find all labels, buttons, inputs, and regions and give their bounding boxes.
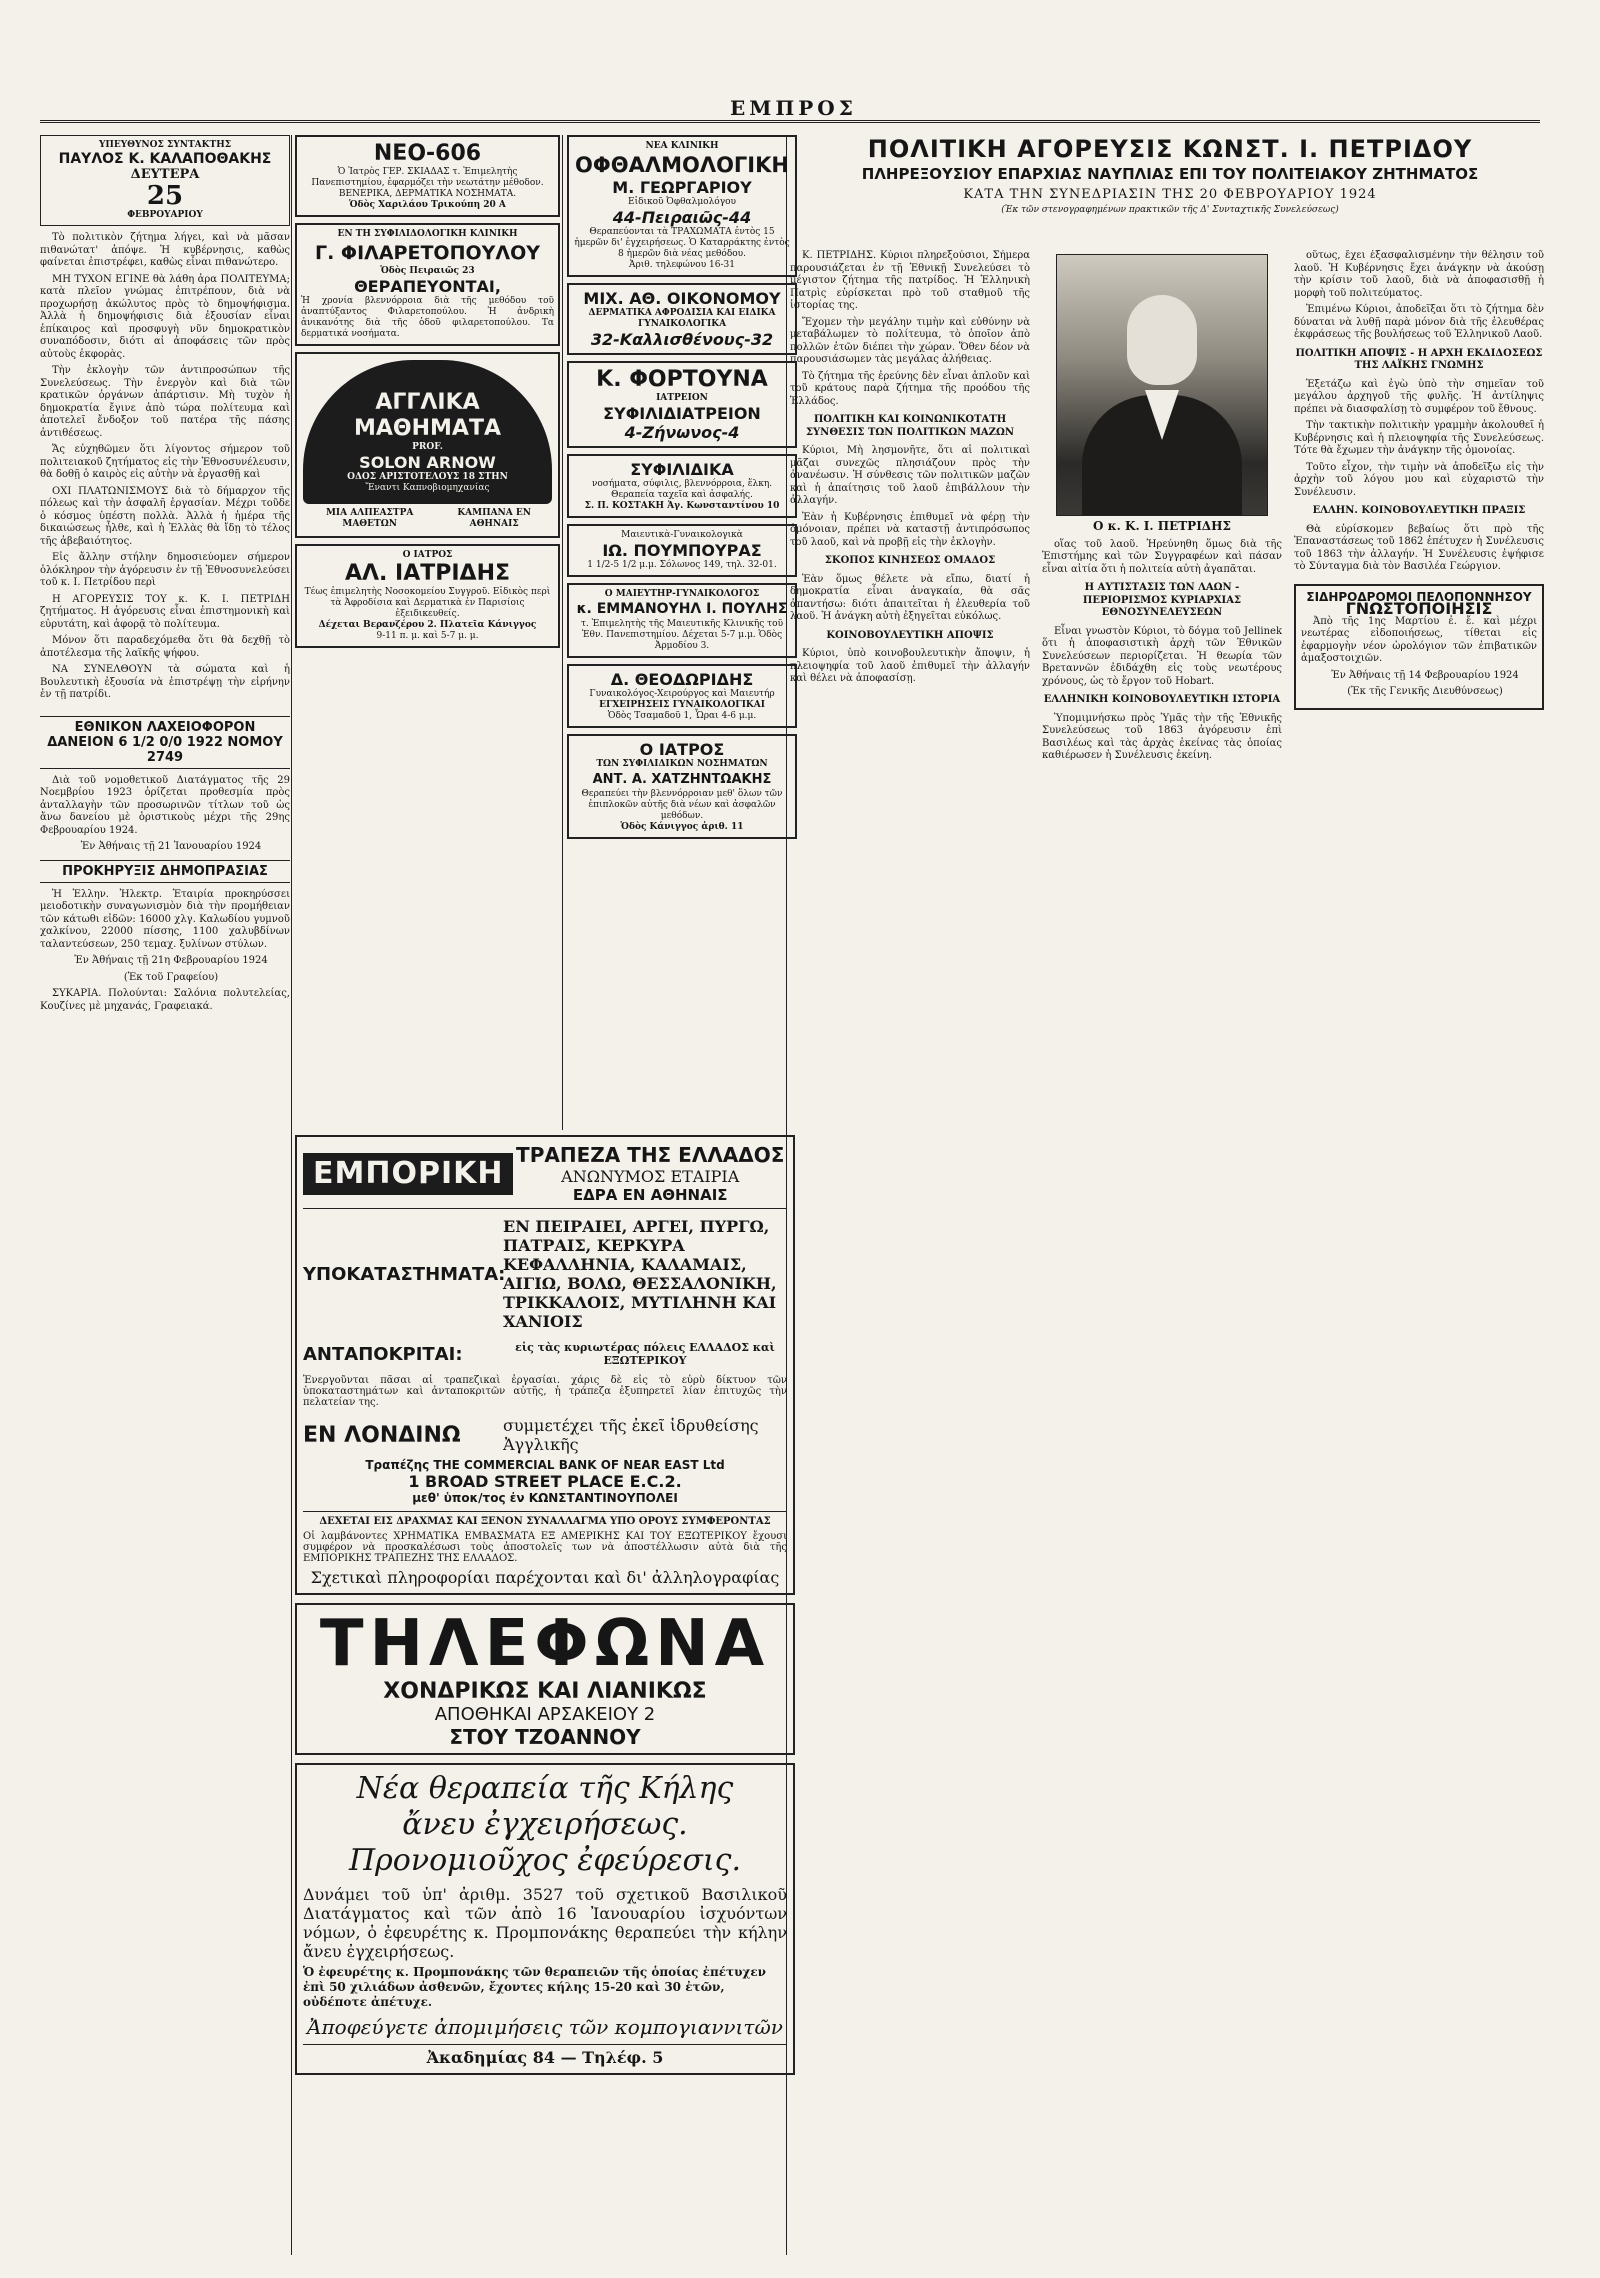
hernia-highlight: Ὁ ἐφευρέτης κ. Προμπονάκης τῶν θεραπειῶν τῆς ὁποίας ἐπέτυχεν ἐπὶ 50 χιλιάδων ἀσθενῶν, ἔχοντες κήλης 15-20 καὶ 30 ἐτῶν, οὐδέποτε ἀπέτυχε. (303, 1965, 766, 2009)
loan-heading (40, 716, 290, 769)
article-subhead: ΕΛΛΗΝΙΚΗ ΚΟΙΝΟΒΟΥΛΕΥΤΙΚΗ ΙΣΤΟΡΙΑ (1043, 694, 1281, 705)
ad-clinic-text: Ἡ χρονία βλεννόρροια διὰ τῆς μεθόδου τοῦ ἀναπτύξαντος Φιλαρετοπούλου. Ἡ ἀνδρικὴ ἀνικανότης διὰ τῆς ὁδοῦ φιλαρετοπούλου. Τα δερματικά νοσήματα. (301, 296, 554, 339)
article-column-3 (1294, 250, 1544, 2240)
phones-sub1: ΧΟΝΔΡΙΚΩΣ ΚΑΙ ΛΙΑΝΙΚΩΣ (383, 1679, 707, 1704)
weekday: ΔΕΥΤΕΡΑ (130, 167, 200, 182)
bank-branches (303, 1217, 787, 1331)
ad-hatz-name: ΑΝΤ. Α. ΧΑΤΖΗΝΤΩΑΚΗΣ (592, 772, 772, 787)
ad-iatridis-label: Ο ΙΑΤΡΟΣ (402, 550, 453, 560)
english-title: ΑΓΓΛΙΚΑ ΜΑΘΗΜΑΤΑ (354, 390, 501, 441)
article-paragraph: Τοῦτο εἶχον, τὴν τιμὴν νὰ ἀποδεῖξω εἰς τὴν ἀρχὴν τοῦ λόγου μου καὶ εὐχαριστῶ τὴν Συνέλευσιν. (1294, 461, 1544, 498)
bank-name: ΕΜΠΟΡΙΚΗ (303, 1153, 513, 1195)
bank-london-bank: Τραπέζης THE COMMERCIAL BANK OF NEAR EAST Ltd (365, 1458, 725, 1472)
article-column-1 (790, 250, 1030, 2240)
article-paragraph: Ἐπιμένω Κύριοι, ἀποδεῖξαι ὅτι τὸ ζήτημα δὲν δύναται νὰ λυθῇ παρὰ μόνον διὰ τῆς ἐλευθέρας ἐκφράσεως τῆς βουλήσεως τοῦ Ἑλληνικοῦ Λαοῦ. (1294, 304, 1544, 340)
ad-fort-sub: ΙΑΤΡΕΙΟΝ (656, 393, 708, 403)
editorial-text (40, 232, 290, 702)
article-paragraph: οἵας τοῦ λαοῦ. Ἠρεύνηθη ὅμως διὰ τῆς Ἐπιστήμης καὶ τῶν Συγγραφέων καὶ πάσαν εἶναι αἰτία ὅτι ἡ πολιτεία αὐτὴ ἀγαπᾶται. (1042, 538, 1282, 575)
ad-clinic-slogan: ΘΕΡΑΠΕΥΟΝΤΑΙ, (354, 277, 501, 296)
ad-iatridis-hours: 9-11 π. μ. καὶ 5-7 μ. μ. (376, 631, 479, 641)
article-headline: ΠΟΛΙΤΙΚΗ ΑΓΟΡΕΥΣΙΣ ΚΩΝΣΤ. Ι. ΠΕΤΡΙΔΟΥ (867, 135, 1473, 163)
ad-syph-text: νοσήματα, σύφιλις, βλεννόρροια, ἕλκη. Θεραπεία ταχεῖα καὶ ἀσφαλής. (591, 479, 773, 500)
ad-theo-address: Ὁδὸς Τσαμαδοῦ 1, Ὧραι 4-6 μ.μ. (607, 711, 757, 721)
ad-eye-address: 44-Πειραιῶς-44 (612, 208, 752, 227)
ad-iatridis-name: ΑΛ. ΙΑΤΡΙΔΗΣ (344, 561, 511, 586)
article-header (790, 135, 1550, 255)
article-source: (Ἐκ τῶν στενογραφημένων πρακτικῶν τῆς Δ' Συνταχτικῆς Συνελεύσεως) (1001, 205, 1339, 215)
bank-seat: ΕΔΡΑ ΕΝ ΑΘΗΝΑΙΣ (572, 1186, 728, 1204)
ad-english-lessons (295, 352, 560, 538)
article-paragraph: Ἔχομεν τὴν μεγάλην τιμὴν καὶ εὐθύνην νὰ μεταβάλωμεν τὸ πολίτευμα, τὸ ὁποῖον ἀπὸ πολλῶν ἐτῶν διέπει τὴν χώραν. Ὅθεν δέον νὰ παρουσιάσωμεν τὰς μεγάλας ἀλήθειας. (790, 316, 1030, 365)
ad-railways (1294, 584, 1544, 710)
auction-signature: Ἐν Ἀθήναις τῇ 21η Φεβρουαρίου 1924 (74, 955, 268, 966)
article-paragraph: Τὸ ζήτημα τῆς ἐρεύνης δὲν εἶναι ἁπλοῦν καὶ τοῦ κράτους παρὰ ζήτημα τῆς προόδου τῆς Ἑλλάδος. (790, 370, 1030, 407)
article-paragraph: Ἐὰν ὅμως θέλετε νὰ εἴπω, διατί ἡ δημοκρατία εἶναι ἀναγκαία, θὰ σᾶς ἀπαντήσω: διότι ἀπαιτεῖται ἡ ἐλευθερία τοῦ λαοῦ. Ἡ ἀνάγκη αὐτὴ ἐξηγεῖται εὐκόλως. (790, 573, 1030, 622)
article-paragraph: Κύριοι, Μὴ λησμονῆτε, ὅτι αἱ πολιτικαὶ μᾶζαι συνεχῶς πλησιάζουν πρὸς τὴν ἀνανέωσιν. Ἡ σύνθεσις τῶν πολιτικῶν μαζῶν καὶ ἡ ἀπαίτησις τοῦ λαοῦ ἐπιβάλλουν τὴν ἀλλαγήν. (790, 445, 1030, 506)
column-rule (291, 135, 292, 2255)
ad-poum-label: Μαιευτικὰ-Γυναικολογικὰ (621, 530, 743, 540)
article-session: ΚΑΤΑ ΤΗΝ ΣΥΝΕΔΡΙΑΣΙΝ ΤΗΣ 20 ΦΕΒΡΟΥΑΡΙΟΥ 1924 (963, 187, 1377, 202)
masthead (40, 98, 1540, 123)
rail-title: ΣΙΔΗΡΟΔΡΟΜΟΙ ΠΕΛΟΠΟΝΝΗΣΟΥ (1306, 589, 1532, 604)
hernia-text: Δυνάμει τοῦ ὑπ' ἀριθμ. 3527 τοῦ σχετικοῦ Βασιλικοῦ Διατάγματος καὶ τῶν ἀπὸ 16 Ἰανουαρίου ἰσχυόντων νόμων, ὁ ἐφευρέτης κ. Προμπονάκης θεραπεύει τὴν κήλην ἄνευ ἐγχειρήσεως. (303, 1885, 787, 1961)
article-subhead: ΠΟΛΙΤΙΚΗ ΚΑΙ ΚΟΙΝΩΝΙΚΟΤΑΤΗ ΣΥΝΘΕΣΙΣ ΤΩΝ ΠΟΛΙΤΙΚΩΝ ΜΑΖΩΝ (805, 414, 1015, 438)
ad-clinic-label: ΕΝ ΤΗ ΣΥΦΙΛΙΔΟΛΟΓΙΚΗ ΚΛΙΝΙΚΗ (337, 229, 518, 239)
english-sub: Ἔναντι Καπνοβιομηχανίας (365, 483, 490, 493)
bank-branches-label: ΥΠΟΚΑΤΑΣΤΗΜΑΤΑ: (303, 1263, 506, 1285)
article-subtitle: ΠΛΗΡΕΞΟΥΣΙΟΥ ΕΠΑΡΧΙΑΣ ΝΑΥΠΛΙΑΣ ΕΠΙ ΤΟΥ ΠΟΛΙΤΕΙΑΚΟΥ ΖΗΤΗΜΑΤΟΣ (861, 165, 1479, 183)
rail-signature: Ἐν Ἀθήναις τῇ 14 Φεβρουαρίου 1924 (1331, 669, 1519, 681)
article-paragraph: Ἐὰν ἡ Κυβέρνησις ἐπιθυμεῖ νὰ φέρῃ τὴν ὁμόνοιαν, πρέπει νὰ καταστῇ ἀντιπρόσωπος τοῦ λαοῦ, καὶ νὰ προβῇ εἰς τὴν ἐκλογὴν. (790, 511, 1030, 548)
bank-london (303, 1416, 787, 1454)
ad-poul-text: τ. Ἐπιμελητὴς τῆς Μαιευτικῆς Κλινικῆς τοῦ Ἐθν. Πανεπιστημίου. Δέχεται 5-7 μ.μ. Ὁδὸς Ἀρμοδίου 3. (580, 619, 784, 651)
english-side-labels (303, 508, 552, 530)
hernia-warning: Ἀποφεύγετε ἀπομιμήσεις τῶν κομπογιαννιτῶν (307, 2015, 783, 2039)
ad-hatz-text: Θεραπεύει τὴν βλεννόρροιαν μεθ' ὅλων τῶν ἐπιπλοκῶν αὐτῆς διὰ νέων καὶ ἀσφαλῶν μεθόδων. (581, 789, 783, 821)
ad-poul-label: Ο ΜΑΙΕΥΤΗΡ-ΓΥΝΑΙΚΟΛΟΓΟΣ (604, 589, 760, 599)
ad-clinic-address: Ὁδὸς Πειραιῶς 23 (380, 266, 475, 276)
column-rule (562, 135, 563, 1130)
bank-constantinople: μεθ' ὑποκ/τος ἐν ΚΩΝΣΤΑΝΤΙΝΟΥΠΟΛΕΙ (412, 1491, 678, 1505)
bank-title-block (513, 1143, 787, 1204)
wide-ads (295, 1135, 795, 2075)
editorial-paragraph: Τὴν ἐκλογὴν τῶν ἀντιπροσώπων τῆς Συνελεύσεως. Τὴν ἐνεργὸν καὶ διὰ τῶν κρατικῶν ὀργάνων ἀπάρτισιν. Μὴ τυχὸν ἡ δημοκρατία ἔγινε ἀπὸ τώρα πολίτευμα καὶ ἀποτελεῖ ἔνδοξον τοῦ πατέρα τῆς πάσης ἀντιθέσεως. (40, 365, 290, 439)
ad-fort-title: ΣΥΦΙΛΙΔΙΑΤΡΕΙΟΝ (603, 404, 761, 423)
phones-sub3: ΣΤΟΥ ΤΖΟΑΝΝΟΥ (449, 1725, 641, 1749)
ad-fortouna (567, 361, 797, 448)
bank-deposits: ΔΕΧΕΤΑΙ ΕΙΣ ΔΡΑΧΜΑΣ ΚΑΙ ΞΕΝΟΝ ΣΥΝΑΛΛΑΓΜΑ ΥΠΟ ΟΡΟΥΣ ΣΥΜΦΕΡΟΝΤΑΣ (303, 1511, 787, 1527)
editorial-paragraph: Ἄς εὐχηθῶμεν ὅτι λίγοντος σήμερον τοῦ πολιτειακοῦ ζητήματος εἰς τὴν Ἐθνοσυνέλευσιν, θὰ δοθῇ ὁ καιρὸς εἰς αὐτὴν νὰ ἐργασθῇ καὶ (40, 444, 290, 480)
ad-neo606-text: Ὁ Ἰατρὸς ΓΕΡ. ΣΚΙΑΔΑΣ τ. Ἐπιμελητὴς Πανεπιστημίου, ἐφαρμόζει τὴν νεωτάτην μέθοδον. ΒΕΝΕΡΙΚΑ, ΔΕΡΜΑΤΙΚΑ ΝΟΣΗΜΑΤΑ. (311, 167, 544, 199)
article-column-2 (1042, 250, 1282, 2240)
date-number: 25 (146, 181, 184, 211)
masthead-title: ΕΜΠΡΟΣ (730, 96, 857, 120)
ad-theo-spec: Γυναικολόγος-Χειρούργος καὶ Μαιευτήρ (589, 689, 775, 699)
loan-signature: Ἐν Ἀθήναις τῇ 21 Ἰανουαρίου 1924 (80, 841, 262, 852)
article-paragraph: Κύριοι, ὑπὸ κοινοβουλευτικὴν ἄποψιν, ἡ πλειοψηφία τοῦ λαοῦ ἐπιθυμεῖ τὴν ἀλλαγήν καὶ θέλει νὰ ἀποφασίσῃ. (790, 648, 1030, 684)
bank-london-text: συμμετέχει τῆς ἐκεῖ ἱδρυθείσης Ἀγγλικῆς (503, 1416, 759, 1454)
bank-branches-list: ΕΝ ΠΕΙΡΑΙΕΙ, ΑΡΓΕΙ, ΠΥΡΓΩ, ΠΑΤΡΑΙΣ, ΚΕΡΚΥΡΑ ΚΕΦΑΛΛΗΝΙΑ, ΚΑΛΑΜΑΙΣ, ΑΙΓΙΩ, ΒΟΛΩ, ΘΕΣΣΑΛΟΝΙΚΗ, ΤΡΙΚΚΑΛΟΙΣ, ΜΥΤΙΛΗΝΗ ΚΑΙ ΧΑΝΙΟΙΣ (503, 1217, 777, 1331)
editor-label: ΥΠΕΥΘΥΝΟΣ ΣΥΝΤΑΚΤΗΣ (98, 140, 232, 150)
rail-subtitle: ΓΝΩΣΤΟΠΟΙΗΣΙΣ (1345, 599, 1493, 618)
editorial-paragraph: Η ΑΓΟΡΕΥΣΙΣ ΤΟΥ κ. Κ. Ι. ΠΕΤΡΙΔΗ ζητήματος. Η ἀγόρευσις εἶναι ἐπιστημονικὴ καὶ εὐρυτάτη, καὶ ἀφορᾷ τὸ πολίτευμα. (40, 593, 290, 630)
ad-poum-address: 1 1/2-5 1/2 μ.μ. Σόλωνος 149, τηλ. 32-01. (587, 560, 777, 570)
ad-phones (295, 1603, 795, 1755)
loan-title: ΕΘΝΙΚΟΝ ΛΑΧΕΙΟΦΟΡΟΝ (74, 719, 256, 735)
bank-subtitle: ΑΝΩΝΥΜΟΣ ΕΤΑΙΡΙΑ (561, 1167, 740, 1186)
auction-title: ΠΡΟΚΗΡΥΞΙΣ ΔΗΜΟΠΡΑΣΙΑΣ (40, 860, 290, 883)
loan-notice (40, 775, 290, 854)
ad-hatz-sub: ΤΩΝ ΣΥΦΙΛΙΔΙΚΩΝ ΝΟΣΗΜΑΤΩΝ (596, 759, 768, 769)
ad-iatridis-text: Τέως ἐπιμελητὴς Νοσοκομείου Συγγροῦ. Εἰδικὸς περὶ τὰ Ἀφροδίσια καὶ Δερματικὰ ἐν Παρισίοις ἐξειδικευθείς. (304, 587, 551, 619)
editorial-paragraph: ΝΑ ΣΥΝΕΛΘΟΥΝ τὰ σώματα καὶ ἡ Βουλευτικὴ ἐξουσία νὰ ἐπιστρέψῃ τὴν εἰρήνην ἐν τῇ πατρίδι. (40, 664, 290, 700)
ad-neo606-title: ΝΕΟ-606 (373, 141, 482, 166)
article-subhead: ΣΚΟΠΟΣ ΚΙΝΗΣΕΩΣ ΟΜΑΔΟΣ (824, 555, 996, 566)
portrait-caption: Ο κ. Κ. Ι. ΠΕΤΡΙΔΗΣ (1093, 519, 1231, 533)
loan-text: Διὰ τοῦ νομοθετικοῦ Διατάγματος τῆς 29 Νοεμβρίου 1923 ὁρίζεται προθεσμία πρὸς ἀνταλλαγὴν τῶν προσωρινῶν τίτλων τοῦ ὡς ἄνω δανείου μὲ ὁριστικοὺς μέχρι τῆς 29ης Φεβρουαρίου 1924. (40, 774, 290, 836)
phones-title: ΤΗΛΕΦΩΝΑ (319, 1607, 771, 1681)
hernia-footer: Ἀκαδημίας 84 — Τηλέφ. 5 (303, 2044, 787, 2067)
phones-sub2: ΑΠΟΘΗΚΑΙ ΑΡΣΑΚΕΙΟΥ 2 (434, 1704, 656, 1725)
article-paragraph: Κ. ΠΕΤΡΙΔΗΣ. Κύριοι πληρεξούσιοι, Σήμερα παρουσιάζεται ἐν τῇ Ἐθνικῇ Συνελεύσει τὸ μέγιστον ζήτημα τῆς πατρίδος. Ἡ Ἑλληνικὴ Πατρὶς εὑρίσκεται πρὸ τοῦ σταθμοῦ τῆς ἱστορίας της. (790, 250, 1030, 311)
bank-operations: Ἐνεργοῦνται πᾶσαι αἱ τραπεζικαὶ ἐργασίαι. χάρις δὲ εἰς τὸ εὐρὺ δίκτυον τῶν ὑποκαταστημάτων καὶ ἀνταποκριτῶν αὐτῆς, ἡ τράπεζα ἐξυπηρετεῖ λίαν ἐπιτυχῶς τὴν πελατείαν της. (303, 1375, 787, 1408)
english-teacher: SOLON ARNOW (359, 453, 496, 472)
ad-oik-spec: ΔΕΡΜΑΤΙΚΑ ΑΦΡΟΔΙΣΙΑ ΚΑΙ ΕΙΔΙΚΑ ΓΥΝΑΙΚΟΛΟΓΙΚΑ (588, 308, 776, 329)
article-subhead: ΚΟΙΝΟΒΟΥΛΕΥΤΙΚΗ ΑΠΟΨΙΣ (826, 629, 994, 641)
ad-theo-surgery: ΕΓΧΕΙΡΗΣΕΙΣ ΓΥΝΑΙΚΟΛΟΓΙΚΑΙ (599, 700, 765, 710)
ad-neo606-address: Ὁδὸς Χαριλάου Τρικούπη 20 Α (349, 200, 506, 210)
ad-eye-phone: Ἀριθ. τηλεφώνου 16-31 (628, 260, 735, 270)
english-side-left: ΜΙΑ ΑΛΠΕΑΣΤΡΑ ΜΑΘΕΤΩΝ (325, 508, 414, 529)
article-paragraph: Θὰ εὑρίσκομεν βεβαίως ὅτι πρὸ τῆς Ἐπαναστάσεως τοῦ 1862 ἐπέτυχεν ἡ Συνέλευσις τοῦ 1863 τὴν ἀλλαγήν. Ἡ Συνέλευσις ἐψήφισε τὸ Σύνταγμα διὰ τὸν Βασιλέα Γεώργιον. (1294, 523, 1544, 572)
ad-hatzintoakis (567, 734, 797, 839)
bank-london-label: ΕΝ ΛΟΝΔΙΝΩ (303, 1422, 461, 1448)
bank-remittances: Οἱ λαμβάνοντες ΧΡΗΜΑΤΙΚΑ ΕΜΒΑΣΜΑΤΑ ΕΞ ΑΜΕΡΙΚΗΣ ΚΑΙ ΤΟΥ ΕΞΩΤΕΡΙΚΟΥ ἔχουσι συμφέρον νὰ προσκαλέσωσι τοὺς ἀποστολεῖς των νὰ ἀποστέλλωσιν αὐτὰ διὰ τῆς ΕΜΠΟΡΙΚΗΣ ΤΡΑΠΕΖΗΣ ΤΗΣ ΕΛΛΑΔΟΣ. (303, 1531, 787, 1564)
portrait-photo (1056, 254, 1268, 516)
bank-london-details (303, 1458, 787, 1505)
loan-subtitle: ΔΑΝΕΙΟΝ 6 1/2 0/0 1922 ΝΟΜΟΥ 2749 (47, 734, 283, 765)
furniture-ad: ΣΥΚΑΡΙΑ. Πολούνται: Σαλόνια πολυτελείας, Κουζίνες μὲ μηχανάς, Γραφειακά. (40, 988, 290, 1012)
ad-hatz-address: Ὁδὸς Κάνιγγος ἀριθ. 11 (620, 822, 744, 832)
ad-poum-name: ΙΩ. ΠΟΥΜΠΟΥΡΑΣ (602, 541, 762, 560)
bank-corr-text: εἰς τὰς κυριωτέρας πόλεις ΕΛΛΑΔΟΣ καὶ ΕΞΩΤΕΡΙΚΟΥ (515, 1341, 775, 1367)
dateline-box (40, 135, 290, 226)
ad-oikonomou (567, 283, 797, 355)
ad-hatz-label: Ο ΙΑΤΡΟΣ (639, 740, 725, 759)
article-paragraph: οὕτως, ἔχει ἐξασφαλισμένην τὴν θέλησιν τοῦ λαοῦ. Ἡ Κυβέρνησις ἔχει ἀνάγκην νὰ ἀκούσῃ τὴν κρίσιν τοῦ λαοῦ, διὰ νὰ ἀποφασισθῇ ἡ μορφὴ τοῦ πολιτεύματος. (1294, 250, 1544, 299)
hernia-line2: ἄνευ ἐγχειρήσεως. (402, 1807, 688, 1842)
bank-info: Σχετικαὶ πληροφορίαι παρέχονται καὶ δι' ἀλληλογραφίας (310, 1568, 780, 1587)
ad-fort-name: Κ. ΦΟΡΤΟΥΝΑ (596, 367, 768, 392)
article-subhead: ΠΟΛΙΤΙΚΗ ΑΠΟΨΙΣ - Η ΑΡΧΗ ΕΚΔΙΔΟΣΕΩΣ ΤΗΣ ΛΑΪΚΗΣ ΓΝΩΜΗΣ (1295, 347, 1543, 371)
editor-name: ΠΑΥΛΟΣ Κ. ΚΑΛΑΠΟΘΑΚΗΣ (58, 151, 272, 167)
ad-eye-label: ΝΕΑ ΚΛΙΝΙΚΗ (645, 141, 719, 151)
auction-text: Ἡ Ἑλλην. Ἠλεκτρ. Ἑταιρία προκηρύσσει μειοδοτικὴν συναγωνισμὸν διὰ τὴν προμήθειαν τῶν κάτωθι εἰδῶν: 16000 χλγ. Καλωδίου γυμνοῦ χαλκίνου, 22000 πίσσης, 1100 χαλυβδίνων ταλαντεύσεων, 250 τεμαχ. ξυλίνων στύλων. (40, 888, 290, 950)
ad-iatridis (295, 544, 560, 648)
column-ads-middle (567, 135, 797, 1125)
editorial-paragraph: Τὸ πολιτικὸν ζήτημα λήγει, καὶ νὰ μᾶσαν πιθανώτατ' ἀπόψε. Ἡ κυβέρνησις, καθὼς φαίνεται ἐπιστρέφει, καθὼς εἶναι πιθανώτερο. (40, 232, 290, 268)
auction-office: (Ἐκ τοῦ Γραφείου) (123, 971, 219, 983)
article-paragraph: Ἐξετάζω καὶ ἐγὼ ὑπὸ τὴν σημεῖαν τοῦ μεγάλου ἀρχηγοῦ τῆς φυλῆς. Ἡ ἀντίληψις πρέπει νὰ διασφαλίσῃ τὸ συμφέρον τοῦ ἔθνους. (1294, 378, 1544, 415)
column-editorial (40, 135, 290, 2255)
editorial-paragraph: ΜΗ ΤΥΧΟΝ ΕΓΙΝΕ θὰ λάθη ἀρα ΠΟΛΙΤΕΥΜΑ; κατὰ πλεῖον γνώμας ἐπιτρέπουν, διὰ νὰ προχωρήσῃ ἀκώλυτος πρὸς τὸ δημοψήφισμα. Ἀλλὰ ἡ δημοψήφισις διὰ ἐξουσίαν εἶναι ἐπίκαιρος καὶ προσφυγὴ νῦν δημοκρατικὸν συναπόδοσιν, διότι αἱ ἀποφάσεις τῶν πρὸς αὐτοὺς ἐκφορὰς. (40, 273, 290, 360)
ad-hernia (295, 1763, 795, 2075)
portrait-face (1127, 295, 1197, 385)
ad-theo-name: Δ. ΘΕΟΔΩΡΙΔΗΣ (610, 670, 754, 689)
ad-eye-clinic (567, 135, 797, 277)
ad-syph-address: Σ. Π. ΚΟΣΤΑΚΗ Ἀγ. Κωνσταντίνου 10 (584, 501, 780, 511)
article-subhead: ΕΛΛΗΝ. ΚΟΙΝΟΒΟΥΛΕΥΤΙΚΗ ΠΡΑΞΙΣ (1312, 505, 1526, 516)
ad-theodoridis (567, 664, 797, 728)
article-paragraph: Ὑπομιμνήσκω πρὸς Ὑμᾶς τὴν τῆς Ἐθνικῆς Συνελεύσεως τοῦ 1863 ἀγόρευσιν ἐπὶ Βασιλέως καὶ τὰς ἀρχὰς ἐκείνας τὰς ὁποίας καθιέρωσεν ἡ Συνέλευσις ἐκείνη. (1042, 712, 1282, 761)
column-ads-left (295, 135, 560, 1125)
ad-eye-spec: Εἰδικοῦ Ὀφθαλμολόγου (628, 197, 736, 207)
bank-title: ΤΡΑΠΕΖΑ ΤΗΣ ΕΛΛΑΔΟΣ (516, 1143, 785, 1167)
ad-poulis (567, 583, 797, 658)
rail-office: (Ἐκ τῆς Γενικῆς Διευθύνσεως) (1347, 686, 1503, 697)
ad-bank (295, 1135, 795, 1595)
ad-iatridis-address: Δέχεται Βερανζέρου 2. Πλατεῖα Κάνιγγος (318, 620, 537, 630)
english-address: ΟΔΟΣ ΑΡΙΣΤΟΤΕΛΟΥΣ 18 ΣΤΗΝ (347, 472, 508, 482)
ad-eye-text: Θεραπεύονται τὰ ΤΡΑΧΩΜΑΤΑ ἐντὸς 15 ἡμερῶν δι' ἐγχειρήσεως. Ὁ Καταρράκτης ἐντὸς 8 ἡμερῶν διὰ νέας μεθόδου. (574, 227, 790, 259)
ad-neo606 (295, 135, 560, 217)
ad-clinic-name: Γ. ΦΙΛΑΡΕΤΟΠΟΥΛΟΥ (314, 242, 540, 264)
bank-london-address: 1 BROAD STREET PLACE E.C.2. (408, 1472, 682, 1491)
hernia-line1: Νέα θεραπεία τῆς Κήλης (356, 1771, 734, 1806)
date-month: ΦΕΒΡΟΥΑΡΙΟΥ (127, 210, 203, 220)
auction-notice (40, 889, 290, 1014)
editorial-paragraph: ΟΧΙ ΠΛΑΤΩΝΙΣΜΟΥΣ διὰ τὸ δήμαρχον τῆς πόλεως καὶ τὴν ἀσφαλῆ ἐργασίαν. Μέχρι τοῦδε ὁ κόσμος ὑπέστη πολλὰ. Ἀλλὰ ἡ ἡμέρα τῆς δικαιώσεως ἦλθε, καὶ ἡ Ἑλλὰς θὰ ἴδῃ τὸ τέλος τῆς ἀβεβαιότητος. (40, 485, 290, 547)
editorial-paragraph: Μόνον ὅτι παραδεχόμεθα ὅτι θὰ δεχθῇ τὸ ἀποτέλεσμα τῆς λαϊκῆς ψήφου. (40, 635, 290, 659)
bank-correspondents (303, 1341, 787, 1367)
article-paragraph: Τὴν τακτικὴν πολιτικὴν γραμμὴν ἀκολουθεῖ ἡ Κυβέρνησις καὶ ἡ πλειοψηφία τῆς Συνελεύσεως. Τότε θὰ ἔχωμεν τὴν ἀνάγκην τῆς ὁμονοίας. (1294, 420, 1544, 456)
ad-poumbouras (567, 524, 797, 577)
english-side-right: ΚΑΜΠΑΝΑ ΕΝ ΑΘΗΝΑΙΣ (457, 508, 531, 529)
bank-header (303, 1143, 787, 1209)
ad-eye-name: Μ. ΓΕΩΡΓΑΡΙΟΥ (612, 178, 752, 197)
english-prof: PROF. (412, 442, 443, 452)
ad-oik-address: 32-Καλλισθένους-32 (590, 330, 774, 349)
ad-syph-title: ΣΥΦΙΛΙΔΙΚΑ (630, 460, 734, 479)
hernia-line3: Προνομιοῦχος ἐφεύρεσις. (348, 1843, 742, 1878)
rail-text: Ἀπὸ τῆς 1ης Μαρτίου ἐ. ἔ. καὶ μέχρι νεωτέρας εἰδοποιήσεως, τίθεται εἰς ἐφαρμογὴν νέον ὡρολόγιον τῶν ἐπιβατικῶν ἁμαξοστοιχιῶν. (1301, 615, 1537, 664)
article-subhead: Η ΑΥΤΙΣΤΑΣΙΣ ΤΩΝ ΛΑΩΝ - ΠΕΡΙΟΡΙΣΜΟΣ ΚΥΡΙΑΡΧΙΑΣ ΕΘΝΟΣΥΝΕΛΕΥΣΕΩΝ (1082, 582, 1242, 618)
ad-fort-address: 4-Ζήνωνος-4 (624, 423, 740, 442)
ad-filaretopoulos (295, 223, 560, 346)
ad-poul-name: κ. ΕΜΜΑΝΟΥΗΛ Ι. ΠΟΥΛΗΣ (576, 601, 788, 617)
editorial-paragraph: Εἰς ἄλλην στήλην δημοσιεύομεν σήμερον ὁλόκληρον τὴν ἀγόρευσιν ἐν τῇ Ἐθνοσυνελεύσει τοῦ κ. Ι. Πετρίδου περὶ (40, 552, 290, 588)
bank-corr-label: ΑΝΤΑΠΟΚΡΙΤΑΙ: (303, 1343, 463, 1365)
ad-eye-title: ΟΦΘΑΛΜΟΛΟΓΙΚΗ (575, 153, 789, 177)
ad-oik-name: ΜΙΧ. ΑΘ. ΟΙΚΟΝΟΜΟΥ (583, 289, 781, 308)
bell-graphic (303, 360, 552, 504)
ad-syphilis (567, 454, 797, 518)
article-paragraph: Εἶναι γνωστὸν Κύριοι, τὸ δόγμα τοῦ Jellinek ὅτι ἡ ἀποφασιστικὴ ἀρχὴ τῶν Ἐθνικῶν Συνελεύσεων περιορίζεται. Ἡ θεωρία τῶν Βρεταννῶν ἐδιδάχθη εἰς τοὺς νεωτέρους χρόνους, ὡς τὸ ἔργον τοῦ Hobart. (1042, 625, 1282, 687)
